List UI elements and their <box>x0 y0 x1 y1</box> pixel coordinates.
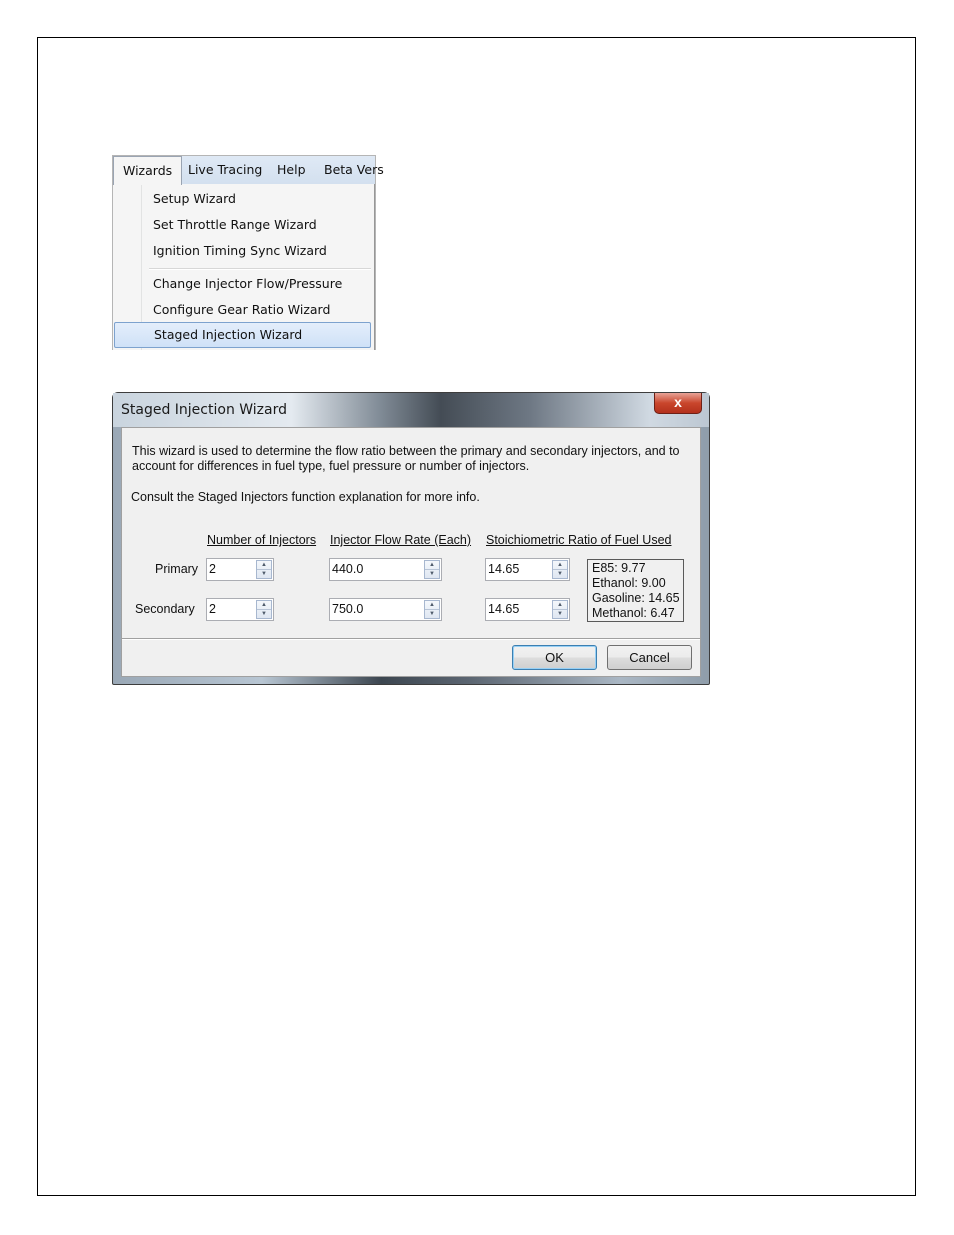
secondary-flow-stepper[interactable] <box>329 598 442 621</box>
menu-separator <box>149 268 371 270</box>
header-stoichiometric-ratio: Stoichiometric Ratio of Fuel Used <box>486 533 672 547</box>
primary-injectors-value: 2 <box>209 562 216 576</box>
secondary-flow-value: 750.0 <box>332 602 364 616</box>
secondary-injectors-stepper[interactable] <box>206 598 274 621</box>
close-icon: x <box>674 394 682 410</box>
stepper-buttons <box>552 560 568 579</box>
stepper-buttons <box>256 600 272 619</box>
fuel-ratio-e85: E85: 9.77 <box>592 561 646 575</box>
cancel-button[interactable]: Cancel <box>607 645 692 670</box>
secondary-injectors-value: 2 <box>209 602 216 616</box>
stepper-up-icon[interactable]: ▲ <box>425 561 439 570</box>
description-more-info: Consult the Staged Injectors function explanation for more info. <box>131 490 480 504</box>
stepper-up-icon[interactable]: ▲ <box>553 601 567 610</box>
fuel-ratio-reference <box>587 559 684 622</box>
row-label-secondary: Secondary <box>135 602 195 616</box>
row-label-primary: Primary <box>155 562 199 576</box>
stepper-down-icon[interactable]: ▼ <box>429 571 435 577</box>
primary-stoich-stepper[interactable] <box>485 558 570 581</box>
menu-bar <box>113 156 384 185</box>
stepper-up-icon[interactable]: ▲ <box>257 561 271 570</box>
stepper-down-icon[interactable]: ▼ <box>557 611 563 617</box>
stepper-down-icon[interactable]: ▼ <box>557 571 563 577</box>
menu-item-setup-wizard[interactable]: Setup Wizard <box>153 191 236 206</box>
menu-item-change-injector-flow[interactable]: Change Injector Flow/Pressure <box>153 276 343 291</box>
menu-live-tracing[interactable]: Live Tracing <box>188 162 263 177</box>
fuel-ratio-methanol: Methanol: 6.47 <box>592 606 675 620</box>
menu-item-staged-injection-wizard[interactable]: Staged Injection Wizard <box>114 322 371 348</box>
stepper-up-icon[interactable]: ▲ <box>553 561 567 570</box>
button-divider <box>122 638 700 640</box>
menu-item-configure-gear-ratio-wizard[interactable]: Configure Gear Ratio Wizard <box>153 302 331 317</box>
description-line-2: account for differences in fuel type, fuel pressure or number of injectors. <box>132 459 530 473</box>
menu-item-ignition-timing-sync-wizard[interactable]: Ignition Timing Sync Wizard <box>153 243 327 258</box>
stepper-up-icon[interactable]: ▲ <box>425 601 439 610</box>
primary-flow-stepper[interactable] <box>329 558 442 581</box>
menu-help[interactable]: Help <box>277 162 306 177</box>
fuel-ratio-gasoline: Gasoline: 14.65 <box>592 591 680 605</box>
menu-item-set-throttle-range-wizard[interactable]: Set Throttle Range Wizard <box>153 217 317 232</box>
stepper-down-icon[interactable]: ▼ <box>261 571 267 577</box>
wizards-menu-screenshot <box>112 155 384 350</box>
stepper-buttons <box>424 560 440 579</box>
dialog-title: Staged Injection Wizard <box>121 402 288 418</box>
stepper-down-icon[interactable]: ▼ <box>429 611 435 617</box>
secondary-stoich-stepper[interactable] <box>485 598 570 621</box>
description-line-1: This wizard is used to determine the flow ratio between the primary and secondary injectors, and to <box>132 444 680 458</box>
primary-stoich-value: 14.65 <box>488 562 520 576</box>
stepper-buttons <box>424 600 440 619</box>
menu-wizards[interactable]: Wizards <box>113 156 182 185</box>
header-number-of-injectors: Number of Injectors <box>207 533 317 547</box>
wizards-dropdown <box>113 184 375 350</box>
menu-beta-version[interactable]: Beta Vers <box>324 162 384 177</box>
stepper-down-icon[interactable]: ▼ <box>261 611 267 617</box>
staged-injection-dialog <box>112 392 710 685</box>
primary-flow-value: 440.0 <box>332 562 364 576</box>
stepper-buttons <box>552 600 568 619</box>
ok-button[interactable]: OK <box>512 645 597 670</box>
close-button[interactable] <box>654 393 702 414</box>
stepper-up-icon[interactable]: ▲ <box>257 601 271 610</box>
fuel-ratio-ethanol: Ethanol: 9.00 <box>592 576 666 590</box>
dialog-body <box>121 427 701 677</box>
header-injector-flow-rate: Injector Flow Rate (Each) <box>330 533 472 547</box>
secondary-stoich-value: 14.65 <box>488 602 520 616</box>
stepper-buttons <box>256 560 272 579</box>
primary-injectors-stepper[interactable] <box>206 558 274 581</box>
